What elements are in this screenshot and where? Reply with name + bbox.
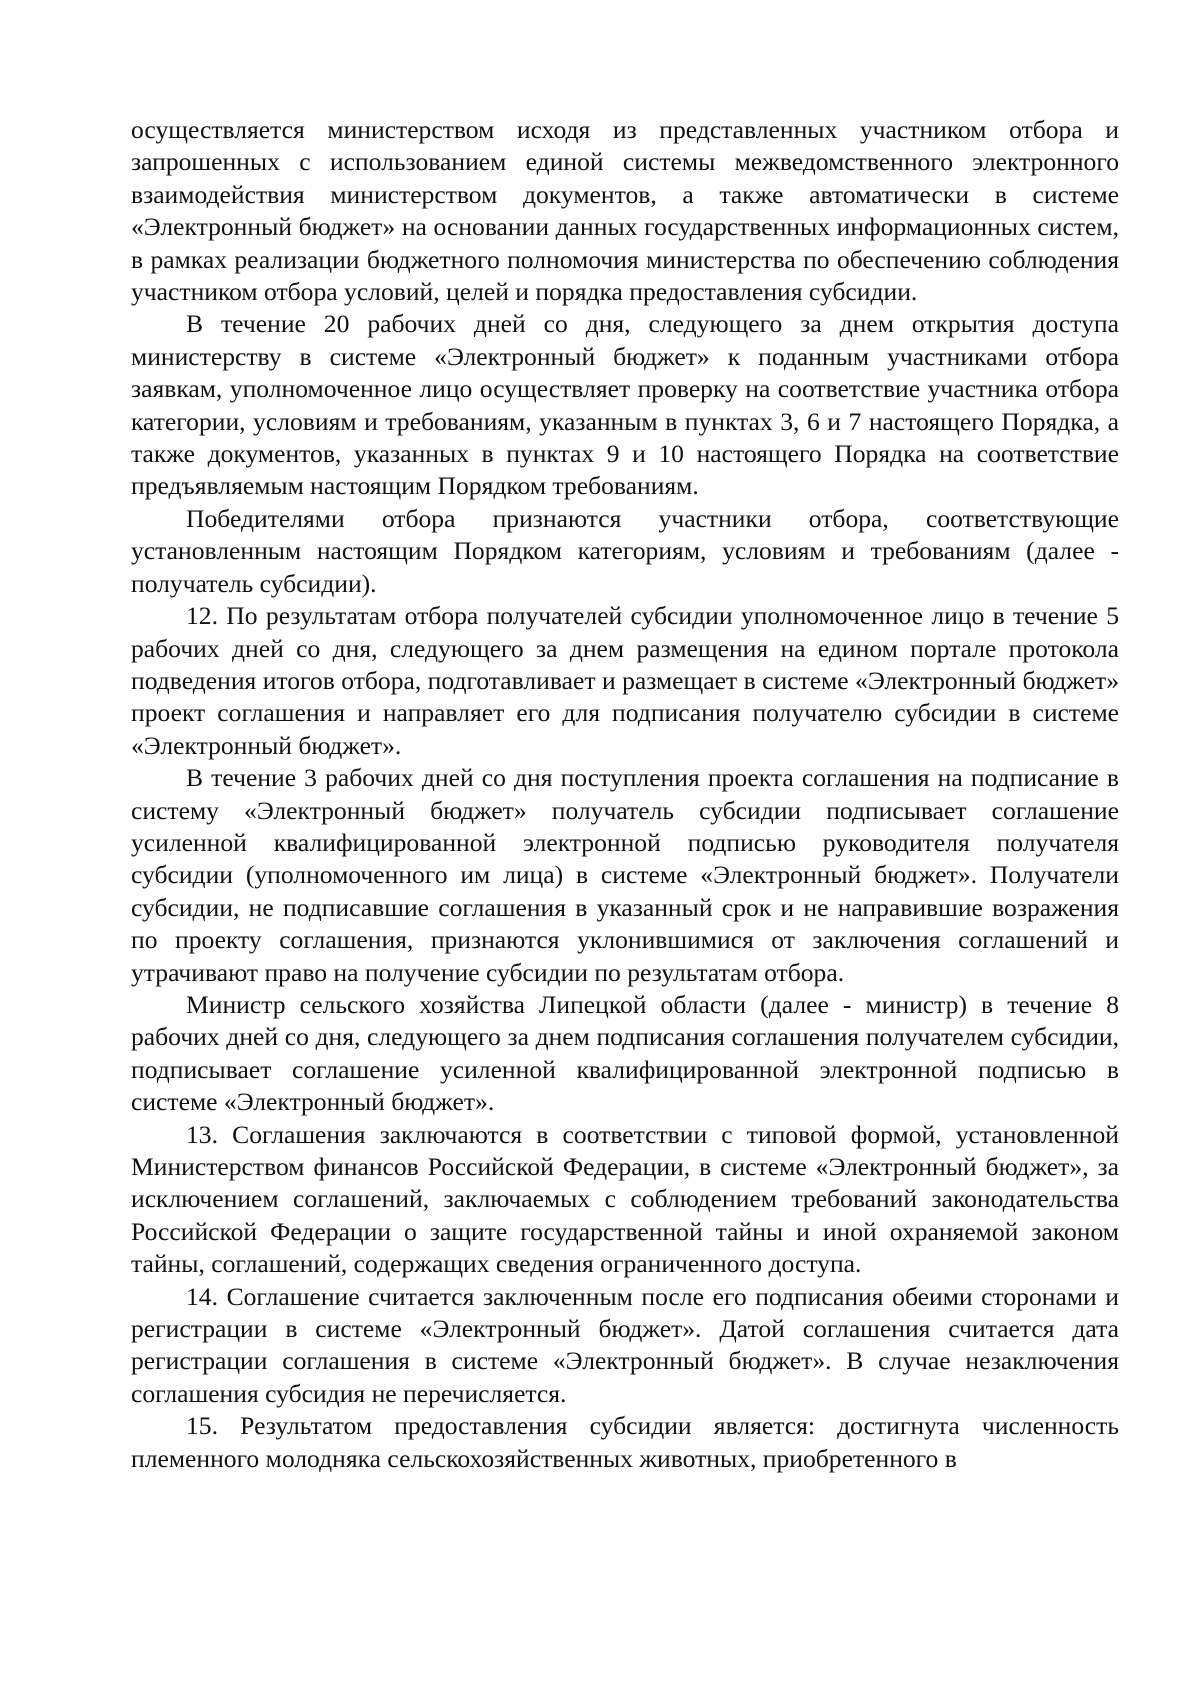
paragraph-continuation: осуществляется министерством исходя из представленных участником отбора и запрошенных с использованием единой системы межведомственного электронного взаимодействия министерством документов, а также автоматически в системе «Электронный бюджет» на основании данных государственных информационных систем, в рамках реализации бюджетного полномочия министерства по обеспечению соблюдения участником отбора условий, целей и порядка предоставления субсидии. xyxy=(131,115,1119,307)
paragraph-clause-13: 13. Соглашения заключаются в соответствии с типовой формой, установленной Министерством финансов Российской Федерации, в системе «Электронный бюджет», за исключением соглашений, заключаемых с соблюдением требований законодательства Российской Федерации о защите государственной тайны и иной охраняемой законом тайны, соглашений, содержащих сведения ограниченного доступа. xyxy=(131,1119,1119,1279)
document-body xyxy=(131,114,1119,1475)
paragraph-winners: Победителями отбора признаются участники отбора, соответствующие установленным настоящим Порядком категориям, условиям и требованиям (далее - получатель субсидии). xyxy=(131,503,1119,598)
paragraph-clause-14: 14. Соглашение считается заключенным после его подписания обеими сторонами и регистрации в системе «Электронный бюджет». Датой соглашения считается дата регистрации соглашения в системе «Электронный бюджет». В случае незаключения соглашения субсидия не перечисляется. xyxy=(131,1281,1119,1408)
paragraph-minister-signing: Министр сельского хозяйства Липецкой области (далее - министр) в течение 8 рабочих дней со дня, следующего за днем подписания соглашения получателем субсидии, подписывает соглашение усиленной квалифицированной электронной подписью в системе «Электронный бюджет». xyxy=(131,989,1119,1117)
paragraph-clause-15: 15. Результатом предоставления субсидии является: достигнута численность племенного молодняка сельскохозяйственных животных, приобретенного в xyxy=(131,1411,1119,1473)
paragraph-review-period: В течение 20 рабочих дней со дня, следующего за днем открытия доступа министерству в системе «Электронный бюджет» к поданным участниками отбора заявкам, уполномоченное лицо осуществляет проверку на соответствие участника отбора категории, условиям и требованиям, указанным в пунктах 3, 6 и 7 настоящего Порядка, а также документов, указанных в пунктах 9 и 10 настоящего Порядка на соответствие предъявляемым настоящим Порядком требованиям. xyxy=(131,309,1119,501)
paragraph-signing-period: В течение 3 рабочих дней со дня поступления проекта соглашения на подписание в систему «Электронный бюджет» получатель субсидии подписывает соглашение усиленной квалифицированной электронной подписью руководителя получателя субсидии (уполномоченного им лица) в системе «Электронный бюджет». Получатели субсидии, не подписавшие соглашения в указанный срок и не направившие возражения по проекту соглашения, признаются уклонившимися от заключения соглашений и утрачивают право на получение субсидии по результатам отбора. xyxy=(131,763,1119,987)
paragraph-clause-12: 12. По результатам отбора получателей субсидии уполномоченное лицо в течение 5 рабочих дней со дня, следующего за днем размещения на едином портале протокола подведения итогов отбора, подготавливает и размещает в системе «Электронный бюджет» проект соглашения и направляет его для подписания получателю субсидии в системе «Электронный бюджет». xyxy=(131,601,1119,760)
